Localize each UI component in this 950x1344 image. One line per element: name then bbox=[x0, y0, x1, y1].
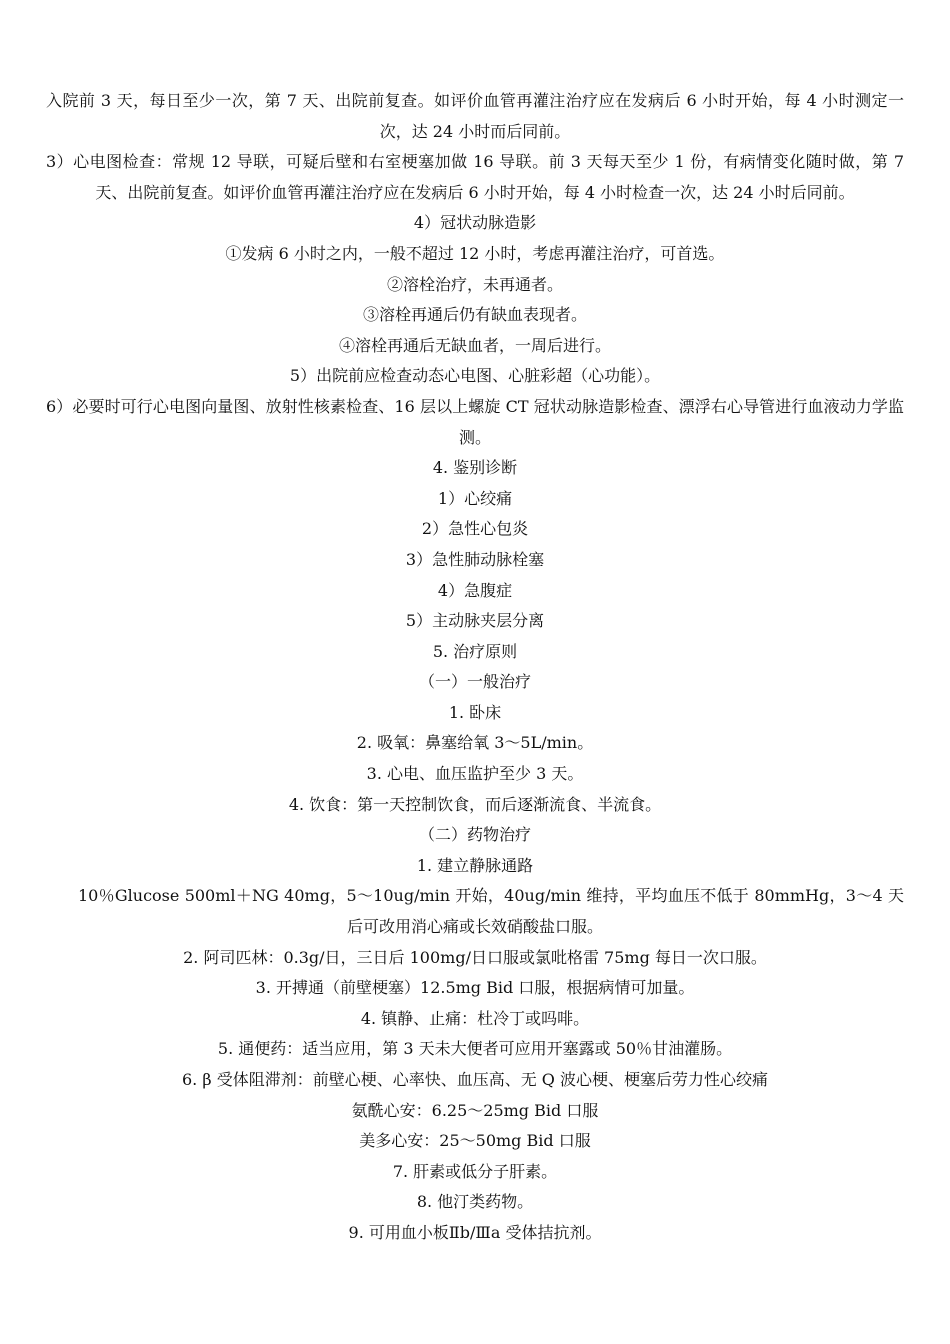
list-item-drug-8: 8. 他汀类药物。 bbox=[416, 1192, 534, 1212]
paragraph-iv-nitroglycerin: 10％Glucose 500ml＋NG 40mg，5～10ug/min 开始，40ug/min 维持，平均血压不低于 80mmHg，3～4 天后可改用消心痛或长效硝酸盐口服。 bbox=[78, 886, 904, 937]
list-item-angiography-4: ④溶栓再通后无缺血者，一周后进行。 bbox=[338, 335, 611, 355]
paragraph-admission-recheck: 入院前 3 天，每日至少一次，第 7 天、出院前复查。如评价血管再灌注治疗应在发病后 6 小时开始，每 4 小时测定一次，达 24 小时而后同前。 bbox=[46, 91, 904, 141]
list-item-diagnosis-3: 3）急性肺动脉栓塞 bbox=[405, 549, 545, 569]
list-item-diagnosis-2: 2）急性心包炎 bbox=[421, 519, 529, 539]
list-item-drug-2: 2. 阿司匹林：0.3g/日，三日后 100mg/日口服或氯吡格雷 75mg 每日一次口服。 bbox=[183, 947, 767, 967]
document-body bbox=[46, 86, 904, 1249]
heading-treatment-principles: 5. 治疗原则 bbox=[432, 641, 518, 661]
list-item-angiography-3: ③溶栓再通后仍有缺血表现者。 bbox=[362, 305, 587, 325]
drug-detail-atenolol: 氨酰心安：6.25～25mg Bid 口服 bbox=[351, 1100, 599, 1120]
heading-coronary-angiography: 4）冠状动脉造影 bbox=[413, 213, 537, 233]
list-item-drug-6: 6. β 受体阻滞剂：前壁心梗、心率快、血压高、无 Q 波心梗、梗塞后劳力性心绞痛 bbox=[182, 1070, 768, 1089]
paragraph-optional-exams: 6）必要时可行心电图向量图、放射性核素检查、16 层以上螺旋 CT 冠状动脉造影检查、漂浮右心导管进行血液动力学监测。 bbox=[46, 396, 904, 447]
list-item-diagnosis-1: 1）心绞痛 bbox=[437, 488, 513, 508]
heading-differential-diagnosis: 4. 鉴别诊断 bbox=[432, 458, 518, 478]
list-item-general-1: 1. 卧床 bbox=[448, 702, 502, 722]
list-item-drug-1: 1. 建立静脉通路 bbox=[416, 855, 534, 875]
list-item-diagnosis-5: 5）主动脉夹层分离 bbox=[405, 611, 545, 631]
drug-detail-metoprolol: 美多心安：25～50mg Bid 口服 bbox=[359, 1131, 591, 1151]
list-item-angiography-1: ①发病 6 小时之内，一般不超过 12 小时，考虑再灌注治疗，可首选。 bbox=[225, 243, 725, 263]
list-item-drug-7: 7. 肝素或低分子肝素。 bbox=[392, 1161, 558, 1181]
list-item-angiography-2: ②溶栓治疗，未再通者。 bbox=[386, 274, 563, 294]
subheading-general-treatment: （一）一般治疗 bbox=[418, 672, 531, 692]
list-item-drug-3: 3. 开搏通（前壁梗塞）12.5mg Bid 口服，根据病情可加量。 bbox=[255, 978, 695, 998]
list-item-drug-9: 9. 可用血小板Ⅱb/Ⅲa 受体拮抗剂。 bbox=[348, 1222, 602, 1242]
paragraph-ecg-exam: 3）心电图检查：常规 12 导联，可疑后壁和右室梗塞加做 16 导联。前 3 天每天至少 1 份，有病情变化随时做，第 7 天、出院前复查。如评价血管再灌注治疗应在发病后 6 小时开始，每 4 小时检查一次，达 24 小时后同前。 bbox=[46, 152, 904, 202]
list-item-drug-4: 4. 镇静、止痛：杜冷丁或吗啡。 bbox=[360, 1008, 590, 1028]
list-item-drug-5: 5. 通便药：适当应用，第 3 天未大便者可应用开塞露或 50％甘油灌肠。 bbox=[217, 1039, 733, 1059]
paragraph-pre-discharge-exam: 5）出院前应检查动态心电图、心脏彩超（心功能）。 bbox=[289, 366, 661, 386]
list-item-diagnosis-4: 4）急腹症 bbox=[437, 580, 513, 600]
list-item-general-3: 3. 心电、血压监护至少 3 天。 bbox=[366, 764, 584, 784]
list-item-general-2: 2. 吸氧：鼻塞给氧 3～5L/min。 bbox=[356, 733, 594, 753]
list-item-general-4: 4. 饮食：第一天控制饮食，而后逐渐流食、半流食。 bbox=[288, 794, 662, 814]
subheading-drug-treatment: （二）药物治疗 bbox=[418, 825, 531, 845]
